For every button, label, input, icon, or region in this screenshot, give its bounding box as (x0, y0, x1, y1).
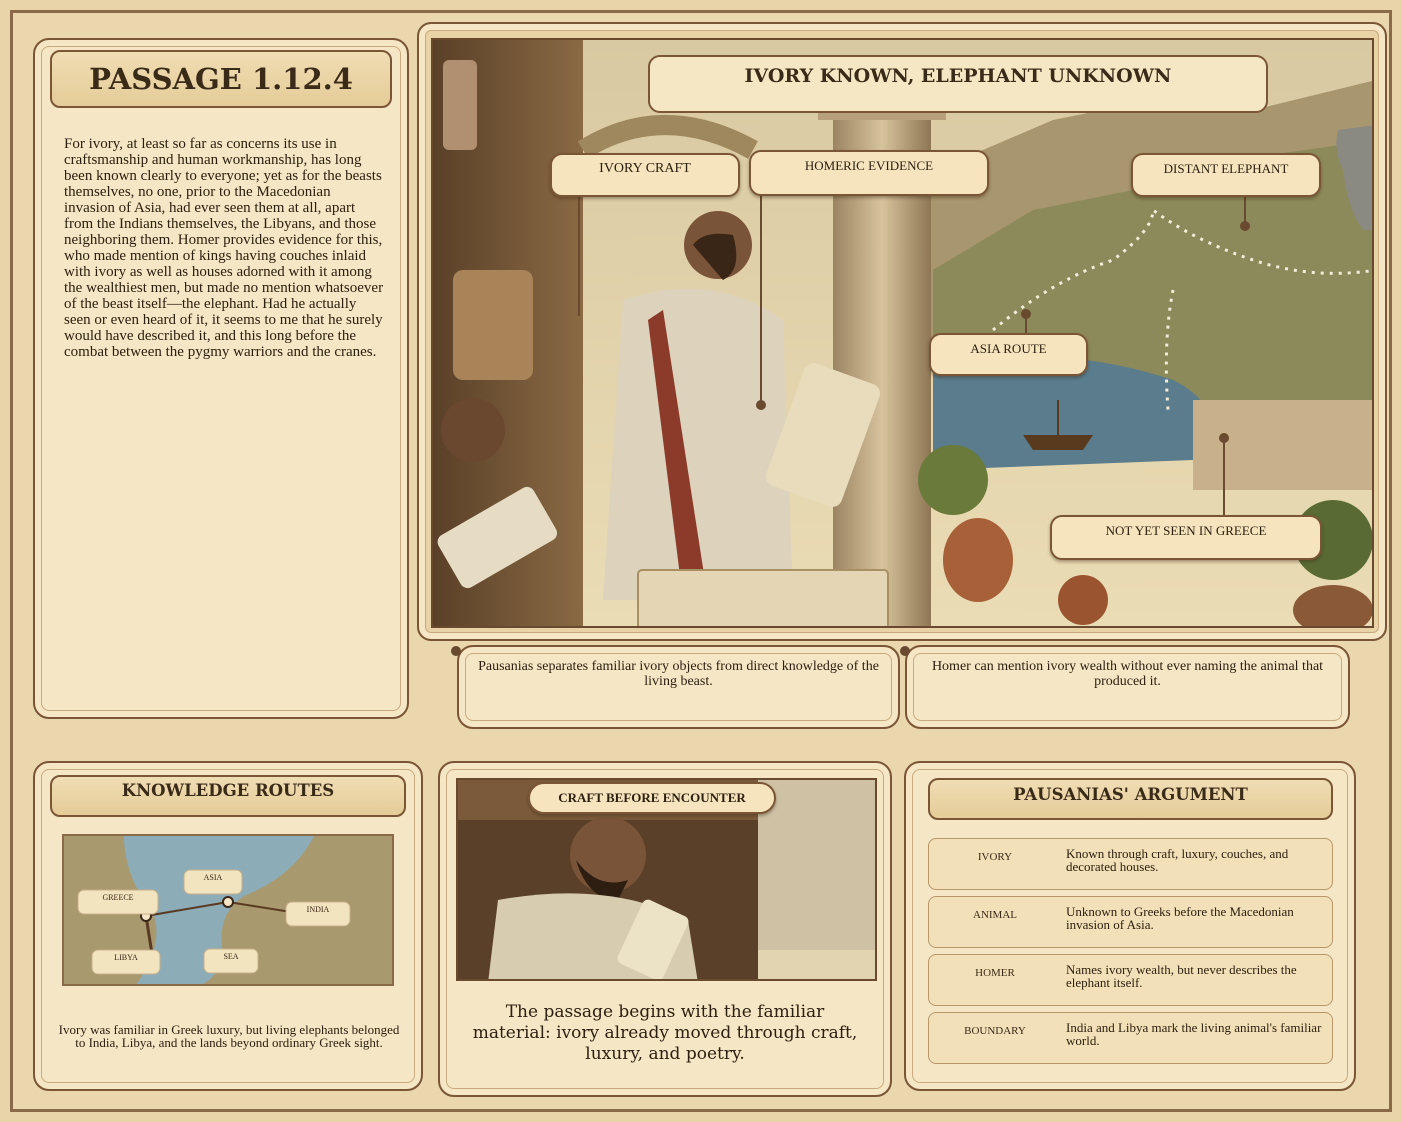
label-distant-elephant: DISTANT ELEPHANT (1131, 153, 1321, 197)
asia-node (223, 897, 233, 907)
caption-left-dot (451, 646, 461, 656)
knowledge-routes-title: KNOWLEDGE ROUTES (50, 775, 406, 817)
argument-key: IVORY (977, 851, 1013, 863)
argument-key: HOMER (975, 967, 1015, 979)
argument-row (928, 896, 1333, 948)
argument-value: Unknown to Greeks before the Macedonian invasion of Asia. (1066, 904, 1294, 932)
not-yet-seen-leader (1223, 438, 1225, 518)
argument-row (928, 954, 1333, 1006)
caption-right-text: Homer can mention ivory wealth without ever naming the animal that produced it. (931, 659, 1324, 689)
map-label-libya: LIBYA (114, 953, 138, 962)
caption-right-dot (900, 646, 910, 656)
craft-label: CRAFT BEFORE ENCOUNTER (528, 782, 776, 814)
map-label-asia: ASIA (203, 873, 223, 882)
map-label-india: INDIA (306, 905, 330, 914)
argument-key: BOUNDARY (964, 1025, 1026, 1037)
homeric-evidence-leader (760, 196, 762, 406)
main-illustration-title: IVORY KNOWN, ELEPHANT UNKNOWN (648, 55, 1268, 113)
label-ivory-craft: IVORY CRAFT (550, 153, 740, 197)
label-not-yet-seen: NOT YET SEEN IN GREECE (1050, 515, 1322, 560)
argument-value: India and Libya mark the living animal's familiar world. (1066, 1020, 1322, 1048)
label-homeric-evidence: HOMERIC EVIDENCE (749, 150, 989, 196)
map-label-greece: GREECE (102, 893, 134, 902)
knowledge-routes-map (62, 834, 394, 986)
caption-right-box (905, 645, 1350, 729)
homeric-evidence-dot (756, 400, 766, 410)
argument-row (928, 838, 1333, 890)
label-asia-route: ASIA ROUTE (929, 333, 1088, 376)
passage-title: PASSAGE 1.12.4 (50, 50, 392, 108)
ivory-craft-leader (578, 196, 580, 316)
caption-left-box (457, 645, 900, 729)
argument-row (928, 1012, 1333, 1064)
argument-value: Known through craft, luxury, couches, and decorated houses. (1066, 846, 1289, 874)
passage-text: For ivory, at least so far as concerns its use in craftsmanship and human workmanship, has long been known clearly to everyone; yet as for the beasts themselves, no one, prior to the Macedonian invasion of Asia, had ever seen them at all, apart from the Indians themselves, the Libyans, and those neighboring them. Homer provides evidence for this, who made mention of kings having couches inlaid with ivory as well as houses adorned with it among the wealthiest men, but made no mention whatsoever of the beast itself—the elephant. Had he actually seen or even heard of it, it seems to me that he surely would have described it, and this long before the combat between the pygmy warriors and the cranes. (64, 136, 384, 360)
caption-left-text: Pausanias separates familiar ivory objects from direct knowledge of the living beast. (478, 659, 879, 689)
argument-value: Names ivory wealth, but never describes the elephant itself. (1066, 962, 1297, 990)
not-yet-seen-dot (1219, 433, 1229, 443)
knowledge-routes-caption: Ivory was familiar in Greek luxury, but living elephants belonged to India, Libya, and the lands beyond ordinary Greek sight. (58, 1022, 400, 1050)
argument-title: PAUSANIAS' ARGUMENT (928, 778, 1333, 820)
routes-map-art (64, 836, 394, 986)
distant-elephant-dot (1240, 221, 1250, 231)
asia-route-dot (1021, 309, 1031, 319)
argument-key: ANIMAL (973, 909, 1017, 921)
map-label-sea: SEA (223, 952, 239, 961)
craft-caption: The passage begins with the familiar material: ivory already moved through craft, luxury, and poetry. (472, 1002, 858, 1064)
